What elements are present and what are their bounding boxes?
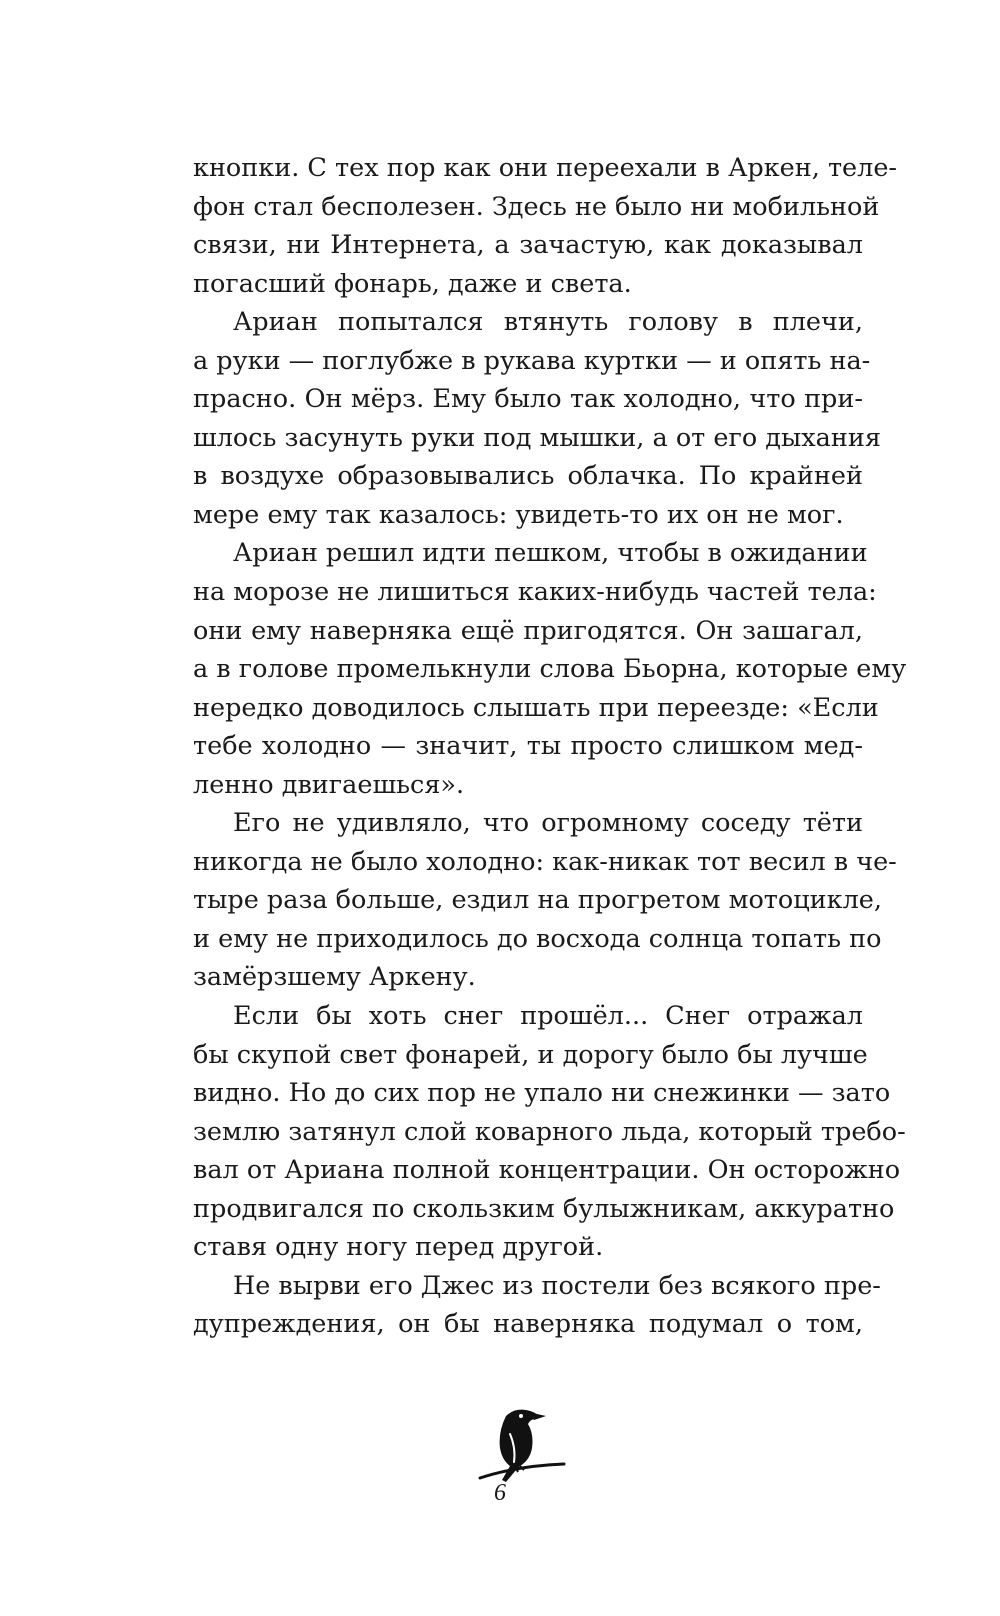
text-line: фон стал бесполезен. Здесь не было ни мобильной <box>193 191 880 222</box>
text-line: Не вырви его Джес из постели без всякого пре- <box>233 1270 881 1301</box>
text-line: а руки — поглубже в рукава куртки — и опять на- <box>193 345 871 376</box>
text-line: Ариан решил идти пешком, чтобы в ожидании <box>233 538 868 569</box>
text-line: тебе холодно — значит, ты просто слишком мед- <box>193 731 863 762</box>
text-line: никогда не было холодно: как-никак тот весил в че- <box>193 846 897 877</box>
text-line: бы скупой свет фонарей, и дорогу было бы лучше <box>193 1039 868 1070</box>
text-line: а в голове промелькнули слова Бьорна, которые ему <box>193 654 907 685</box>
text-line: землю затянул слой коварного льда, который требо- <box>193 1116 906 1147</box>
text-line: Если бы хоть снег прошёл... Снег отражал <box>233 1001 863 1032</box>
text-line: Его не удивляло, что огромному соседу тёти <box>233 808 863 839</box>
text-line: продвигался по скользким булыжникам, аккуратно <box>193 1193 895 1224</box>
text-line: нередко доводилось слышать при переезде: «Если <box>193 692 879 723</box>
text-line: Ариан попытался втянуть голову в плечи, <box>233 307 863 338</box>
text-line: ставя одну ногу перед другой. <box>193 1232 604 1263</box>
text-line: вал от Ариана полной концентрации. Он осторожно <box>193 1155 901 1186</box>
text-line: тыре раза больше, ездил на прогретом мотоцикле, <box>193 885 882 916</box>
text-line: и ему не приходилось до восхода солнца топать по <box>193 923 882 954</box>
text-line: в воздухе образовывались облачка. По крайней <box>193 461 863 492</box>
text-line: замёрзшему Аркену. <box>193 962 476 993</box>
page-number: 6 <box>494 1480 506 1506</box>
text-line: ленно двигаешься». <box>193 769 465 800</box>
text-line: дупреждения, он бы наверняка подумал о том, <box>193 1309 863 1340</box>
body-text <box>193 149 907 1344</box>
raven-icon <box>476 1404 566 1484</box>
text-line: кнопки. С тех пор как они переехали в Аркен, теле- <box>193 153 898 183</box>
text-line: шлось засунуть руки под мышки, а от его дыхания <box>193 422 881 453</box>
text-line: погасший фонарь, даже и света. <box>193 268 632 299</box>
text-line: прасно. Он мёрз. Ему было так холодно, что при- <box>193 384 863 415</box>
text-line: они ему наверняка ещё пригодятся. Он зашагал, <box>193 615 863 646</box>
text-line: связи, ни Интернета, а зачастую, как доказывал <box>193 230 863 261</box>
text-line: мере ему так казалось: увидеть-то их он не мог. <box>193 499 844 530</box>
text-line: на морозе не лишиться каких-нибудь частей тела: <box>193 577 877 608</box>
text-line: видно. Но до сих пор не упало ни снежинки — зато <box>193 1078 891 1109</box>
